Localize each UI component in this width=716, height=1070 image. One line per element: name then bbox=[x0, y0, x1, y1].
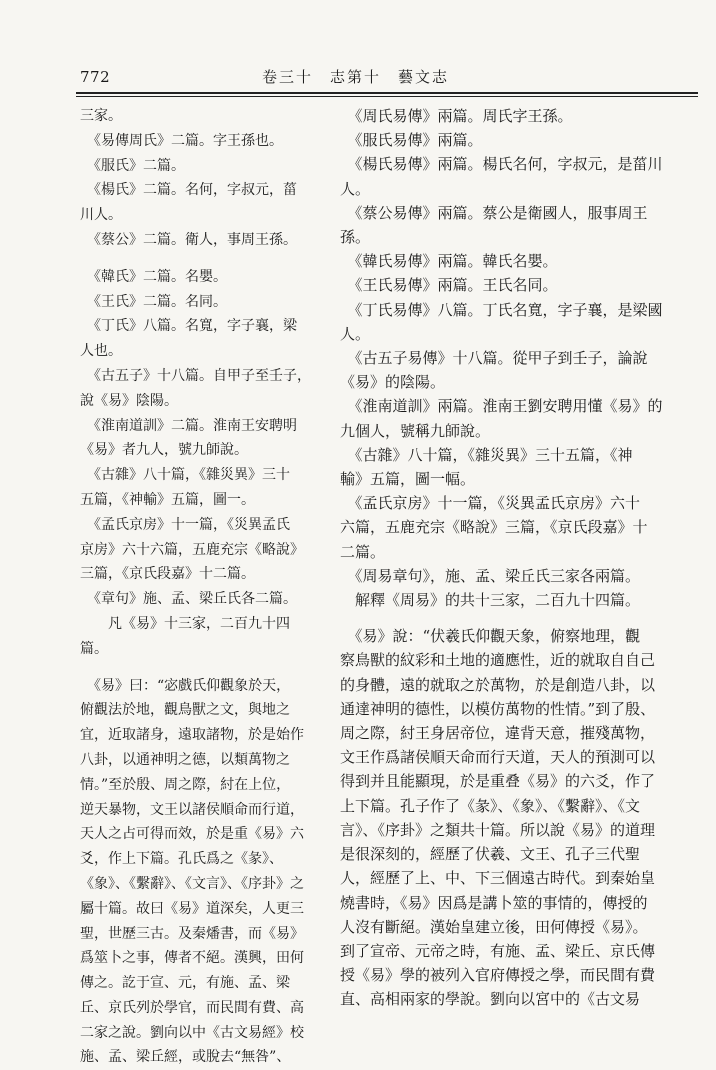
text-line: 《易》者九人，號九師說。 bbox=[80, 442, 248, 459]
text-line: 輸》五篇，圖一幅。 bbox=[340, 470, 476, 489]
text-line: 《淮南道訓》兩篇。淮南王劉安聘用懂《易》的 bbox=[340, 397, 663, 416]
text-line: 聖，世歷三古。及秦燔書，而《易》 bbox=[80, 925, 304, 942]
text-line: 天人之占可得而效，於是重《易》六 bbox=[80, 826, 304, 843]
text-line: 《孟氏京房》十一篇，《災異孟氏 bbox=[80, 516, 290, 533]
text-line: 《楊氏易傳》兩篇。楊氏名何，字叔元，是菑川 bbox=[340, 155, 663, 174]
text-line: 察鳥獸的紋彩和土地的適應性，近的就取自自己 bbox=[340, 651, 656, 670]
text-line: 《周易章句》，施、孟、梁丘氏三家各兩篇。 bbox=[340, 566, 641, 585]
right-column-translation bbox=[340, 104, 663, 1012]
text-line: 燒書時，《易》因爲是講卜筮的事情的，傳授的 bbox=[340, 893, 648, 912]
running-head: 卷三十 志第十 藝文志 bbox=[262, 68, 450, 86]
text-line: 《古雜》八十篇，《雜災異》三十 bbox=[80, 467, 290, 484]
paragraph-gap bbox=[340, 612, 650, 624]
text-line: 九個人，號稱九師說。 bbox=[340, 421, 491, 440]
text-line: 宜，近取諸身，遠取諸物，於是始作 bbox=[80, 727, 304, 744]
text-line: 八卦，以通神明之德，以類萬物之 bbox=[80, 751, 290, 768]
paragraph-gap bbox=[80, 662, 342, 674]
text-line: 上下篇。孔子作了《彖》、《象》、《繫辭》、《文 bbox=[340, 796, 641, 815]
text-line: 五篇，《神輸》五篇，圖一。 bbox=[80, 491, 255, 508]
text-line: 《服氏易傳》兩篇。 bbox=[340, 131, 483, 150]
text-line: 《蔡公易傳》兩篇。蔡公是衛國人，服事周王 bbox=[340, 203, 648, 222]
text-line: 《易》說：“伏羲氏仰觀天象，俯察地理，觀 bbox=[340, 627, 641, 646]
text-line: 到了宣帝、元帝之時，有施、孟、梁丘、京氏傳 bbox=[340, 941, 656, 960]
text-line: 《易傳周氏》二篇。字王孫也。 bbox=[80, 132, 283, 149]
text-line: 《王氏》二篇。名同。 bbox=[80, 293, 227, 310]
text-line: 凡《易》十三家，二百九十四 bbox=[80, 615, 290, 632]
text-line: 《淮南道訓》二篇。淮南王安聘明 bbox=[80, 417, 297, 434]
text-line: 京房》六十六篇，五鹿充宗《略說》 bbox=[80, 541, 304, 558]
paragraph-gap bbox=[80, 253, 342, 265]
text-line: 通達神明的德性，以模仿萬物的性情。”到了殷、 bbox=[340, 699, 656, 718]
text-line: 人，經歷了上、中、下三個遠古時代。到秦始皇 bbox=[340, 869, 656, 888]
text-line: 《易》的陰陽。 bbox=[340, 373, 446, 392]
text-line: 《服氏》二篇。 bbox=[80, 157, 185, 174]
text-line: 《楊氏》二篇。名何，字叔元，菑 bbox=[80, 182, 297, 199]
text-line: 《章句》施、孟、梁丘氏各二篇。 bbox=[80, 591, 297, 608]
text-line: 的身體，遠的就取之於萬物，於是創造八卦，以 bbox=[340, 675, 656, 694]
text-line: 情。”至於殷、周之際，紂在上位， bbox=[80, 776, 291, 793]
text-line: 人也。 bbox=[80, 343, 122, 360]
text-line: 屬十篇。故曰《易》道深矣，人更三 bbox=[80, 900, 304, 917]
text-line: 川人。 bbox=[80, 207, 122, 224]
header-rule-thin bbox=[76, 96, 698, 97]
text-line: 《孟氏京房》十一篇，《災異孟氏京房》六十 bbox=[340, 494, 641, 513]
text-line: 傳之。訖于宣、元，有施、孟、梁 bbox=[80, 975, 290, 992]
text-line: 《韓氏》二篇。名嬰。 bbox=[80, 268, 227, 285]
text-line: 《蔡公》二篇。衛人，事周王孫。 bbox=[80, 231, 297, 248]
text-line: 爻，作上下篇。孔氏爲之《彖》、 bbox=[80, 851, 283, 868]
text-line: 《古五子易傳》十八篇。從甲子到壬子，論說 bbox=[340, 349, 648, 368]
text-line: 說《易》陰陽。 bbox=[80, 392, 178, 409]
text-line: 人。 bbox=[340, 179, 371, 198]
text-line: 六篇，五鹿充宗《略說》三篇，《京氏段嘉》十 bbox=[340, 518, 648, 537]
text-line: 丘、京氏列於學官，而民間有費、高 bbox=[80, 999, 304, 1016]
text-line: 俯觀法於地，觀鳥獸之文，與地之 bbox=[80, 702, 290, 719]
text-line: 文王作爲諸侯順天命而行天道，天人的預測可以 bbox=[340, 748, 656, 767]
text-line: 二篇。 bbox=[340, 542, 386, 561]
text-line: 言》、《序卦》之類共十篇。所以說《易》的道理 bbox=[340, 820, 656, 839]
text-line: 《王氏易傳》兩篇。王氏名同。 bbox=[340, 276, 558, 295]
left-column-classical-text bbox=[80, 104, 342, 1070]
page-number: 772 bbox=[80, 68, 111, 86]
text-line: 二家之說。劉向以中《古文易經》校 bbox=[80, 1024, 304, 1041]
text-line: 是很深刻的，經歷了伏羲、文王、孔子三代聖 bbox=[340, 845, 641, 864]
text-line: 《丁氏易傳》八篇。丁氏名寬，字子襄，是梁國 bbox=[340, 300, 663, 319]
text-line: 篇。 bbox=[80, 640, 108, 657]
text-line: 人沒有斷絕。漢始皇建立後，田何傳授《易》。 bbox=[340, 917, 648, 936]
text-line: 爲筮卜之事，傳者不絕。漢興，田何 bbox=[80, 950, 304, 967]
text-line: 《周氏易傳》兩篇。周氏字王孫。 bbox=[340, 107, 573, 125]
text-line: 逆天暴物，文王以諸侯順命而行道， bbox=[80, 801, 304, 818]
text-line: 《象》、《繫辭》、《文言》、《序卦》之 bbox=[80, 875, 304, 892]
text-line: 《韓氏易傳》兩篇。韓氏名嬰。 bbox=[340, 252, 558, 271]
text-line: 直、高相兩家的學說。劉向以宮中的《古文易 bbox=[340, 990, 641, 1009]
text-line: 《丁氏》八篇。名寬，字子襄，梁 bbox=[80, 318, 297, 335]
text-line: 《古五子》十八篇。自甲子至壬子， bbox=[80, 367, 311, 384]
text-line: 得到并且能顯現，於是重叠《易》的六爻，作了 bbox=[340, 772, 656, 791]
text-line: 解釋《周易》的共十三家，二百九十四篇。 bbox=[340, 591, 641, 610]
text-line: 人。 bbox=[340, 324, 371, 343]
text-line: 周之際，紂王身居帝位，違背天意，摧殘萬物， bbox=[340, 724, 656, 743]
text-line: 授《易》學的被列入官府傳授之學，而民間有費 bbox=[340, 966, 656, 985]
text-line: 《易》曰：“宓戲氏仰觀象於天， bbox=[80, 677, 291, 694]
text-line: 三家。 bbox=[80, 108, 122, 124]
header-rule-thick bbox=[76, 92, 698, 94]
text-line: 施、孟、梁丘經，或脫去“無咎”、 bbox=[80, 1049, 291, 1066]
text-line: 《古雜》八十篇，《雜災異》三十五篇，《神 bbox=[340, 445, 633, 464]
text-line: 三篇，《京氏段嘉》十二篇。 bbox=[80, 566, 255, 583]
text-line: 孫。 bbox=[340, 228, 371, 247]
